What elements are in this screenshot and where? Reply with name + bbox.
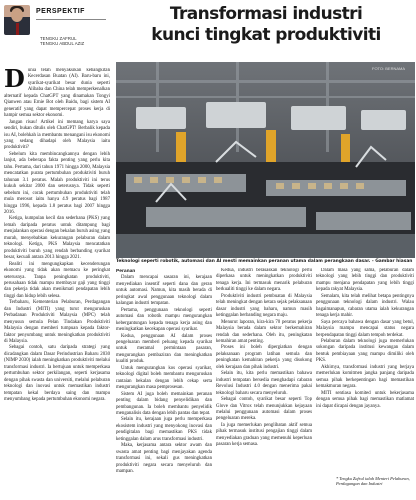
paragraph: Pelaburan dalam teknologi juga memerlukan sokongan daripada institusi kewangan dalam bentuk pembiayaan yang mampu dimiliki oleh PKS. xyxy=(316,338,414,364)
paragraph: Realiti ini mengungkapkan kecenderungan ekonomi yang tidak akan memacu ke peringkat seterusnya. Tanpa peningkatan produktiviti, perusahaan tidak mampu membayar gaji yang tinggi dan pekerja tidak akan menikmati pendapatan lebih tinggi dan hidup lebih selesa. xyxy=(4,261,110,299)
paragraph: Sebelum kita membincangkannya dengan lebih lanjut, ada beberapa fakta penting yang perlu kita tahu. Pertama, dari tahun 1971 hingga 2000, Malaysia mencatatkan purata pertumbuhan produktiviti buruh tahunan 3.1 peratus. Malah produktiviti ini terus kukuh sekitar 2000 dan seterusnya. Tidak seperti sebelum ini, corak pertumbuhan produktiviti telah mula merosot iaitu hanya 4.9 peratus bagi 1987 hingga 1996, kepada 1.8 peratus bagi 2007 hingga 2016. xyxy=(4,151,110,215)
paragraph: Dalam mencapai sasaran ini, kerajaan menyediakan insentif seperti dana dan geran untuk automasi. Namun, kita masih berada di peringkat awal penggunaan teknologi dalam kalangan industri tempatan. xyxy=(116,275,212,307)
paragraph: Dalam masa yang sama, pelaburan dalam teknologi yang lebih tinggi dan produktiviti mampu menjana pendapatan yang lebih tinggi kepada rakyat Malaysia. xyxy=(316,268,414,293)
author-byline xyxy=(40,36,84,46)
photo-credit: FOTO: BERNAMA xyxy=(372,66,406,71)
author-surname: TENGKU ABDUL AZIZ xyxy=(40,41,85,47)
paragraph: Kedua, penggunaan AI dalam proses pengeluaran memberi peluang kepada syarikat untuk meramal permintaan pasaran, mengurangkan pembaziran dan meningkatkan kualiti produk. xyxy=(116,333,212,365)
paragraph: Maka, kerjasama antara sektor awam dan swasta amat penting bagi menjayakan agenda transformasi ini, sekali gus meningkatkan produktiviti negara secara menyeluruh dan mampan. xyxy=(116,443,212,475)
subheading-peranan: Peranan xyxy=(116,269,136,274)
headline xyxy=(118,4,414,46)
paragraph: MITI sentiasa komited untuk bekerjasama dengan semua pihak bagi memastikan matlamat ini dapat dicapai dengan jayanya. xyxy=(316,390,414,409)
paragraph: Akhirnya, transformasi industri yang berjaya memerlukan komitmen jangka panjang daripada semua pihak berkepentingan bagi memastikan kemakmuran negara. xyxy=(316,364,414,390)
paragraph: Selain itu, kita perlu memastikan bahawa industri tempatan bersedia menghadapi cabaran Revolusi Industri 4.0 dengan menerima pakai teknologi baharu secara menyeluruh. xyxy=(216,371,312,396)
drop-cap: D xyxy=(4,68,25,93)
paragraph: Jangan risau! Artikel ini memang karya saya sendiri, bukan ditulis oleh ChatGPT! Berbalik kepada isu AI, bolehkah ia membantu menangani isu ekonomi yang sedang dihadapi oleh Malaysia iaitu produktiviti? xyxy=(4,119,110,151)
paragraph: Produktiviti industri pembuatan di Malaysia telah meningkat dengan ketara sejak pelaksanaan dasar industri yang baharu, namun masih ketinggalan berbanding negara maju. xyxy=(216,293,312,319)
headline-line-1: Transformasi industri xyxy=(169,4,363,24)
column-name: PERSPEKTIF xyxy=(36,8,85,15)
author-footnote: * Tengku Zafrul ialah Menteri Pelaburan, Perdagangan dan Industri xyxy=(336,476,410,487)
paragraph: Sebagai contoh, syarikat besar seperti Top Glove dan Vitrox telah menunjukkan kejayaan melalui penggunaan automasi dalam proses pengeluaran mereka. xyxy=(216,397,312,422)
paragraph: Ketiga, kumpulan kecil dan sederhana (PKS) yang lemah daripada peratus untuk ditampung bagi menjalankan operasi dengan bekalan buruh asing yang murah, menyebabkan kekurangan pelaburan dalam teknologi. Ketiga, PKS Malaysia mencatatkan produktiviti buruh yang rendah berbanding syarikat besar, kecuali antara 2013 hingga 2021. xyxy=(4,216,110,261)
paragraph: Semalam, kita telah melihat betapa pentingnya penggunaan teknologi dalam industri. Walau bagaimanapun, cabaran utama ialah kekurangan tenaga kerja mahir. xyxy=(316,293,414,319)
paragraph: Selain itu, kerajaan juga perlu memperkasa ekosistem industri yang menyokong inovasi dan pendigitalan bagi memastikan PKS tidak ketinggalan dalam arus transformasi industri. xyxy=(116,417,212,442)
article-column-1 xyxy=(4,68,110,484)
photo-caption: Teknologi seperti robotik, automasi dan AI mesti memainkan peranan utama dalam perangkaan dasar. - Gambar hiasan xyxy=(116,259,413,264)
headline-line-2: kunci tingkat produktiviti xyxy=(151,25,381,45)
article-column-3 xyxy=(216,268,312,496)
paragraph: Sistem AI juga boleh memainkan peranan penting dalam bidang penyelidikan dan pembangunan. Ia boleh membantu penyelidik menganalisis data dengan lebih pantas dan tepat. xyxy=(116,391,212,416)
article-column-2 xyxy=(116,268,212,496)
author-photo xyxy=(4,5,30,35)
paragraph: Proses ini boleh dipergiatkan dengan pelaksanaan program latihan semula dan peningkatan kemahiran pekerja yang disokong oleh kerajaan dan pihak industri. xyxy=(216,345,312,370)
article-column-4 xyxy=(316,268,414,474)
paragraph: Kedua, industri berasaskan teknologi perlu diperkasa untuk meningkatkan produktiviti tenaga kerja. Ini termasuk menarik pelaburan berkualiti tinggi ke dalam negara. xyxy=(216,268,312,293)
paragraph: Saya percaya bahawa dengan dasar yang betul, Malaysia mampu mencapai status negara berpendapatan tinggi dalam tempoh terdekat. xyxy=(316,319,414,338)
divider xyxy=(36,19,106,20)
paragraph: Pertama, penggunaan teknologi seperti automasi dan robotik mampu mengurangkan kebergantungan kepada tenaga kerja asing dan meningkatkan kecekapan operasi syarikat. xyxy=(116,307,212,333)
paragraph: unia telah menyaksikan kebangkitan Kecerdasan Buatan (AI). Baru-baru ini, syarikat-syarikat besar dunia seperti Alibaba dan China telah memperkenalkan alternatif kepada ChatGPT yang dinamakan Tongyi Qianwen atau Ernie Bot oleh Baidu, bagi sistem AI generatif yang dapat mempercepat proses kerja di hampir semua sektor ekonomi. xyxy=(4,68,110,119)
factory-photo xyxy=(116,62,415,258)
paragraph: Sebagai contoh, satu daripada strategi yang dicadangkan dalam Dasar Perindustrian Baharu 2030 (NIMP 2030) ialah meningkatkan produktiviti melalui transformasi industri. Ia bertujuan untuk memperkasa pertumbuhan sektor perkilangan, seperti kerjasama dengan pihak swasta dan universiti, melalui pelaburan teknologi dan inovasi untuk memastikan industri tempatan kekal berdaya saing dan mampu menyumbang kepada pertumbuhan ekonomi negara. xyxy=(4,345,110,403)
paragraph: Ia juga memerlukan penglibatan aktif semua pihak termasuk institusi pengajian tinggi dalam menyediakan graduan yang memenuhi keperluan pasaran kerja semasa. xyxy=(216,422,312,448)
paragraph: Menurut laporan, kira-kira 70 peratus pekerja Malaysia berada dalam sektor berkemahiran rendah dan sederhana. Oleh itu, peningkatan kemahiran amat penting. xyxy=(216,319,312,344)
paragraph: Untuk mengurangkan kos operasi syarikat, teknologi digital boleh membantu menguruskan rantaian bekalan dengan lebih cekap serta mengurangkan masa pemprosesan. xyxy=(116,365,212,391)
author-name: TENGKU ZAFRUL xyxy=(40,36,77,41)
paragraph: Terbaharu, Kementerian Pelaburan, Perdagangan dan Industri (MITI) yang turut menguruskan Perbadanan Produktiviti Malaysia (MPC) telah menyusun semula Pelan Tindakan Produktiviti Malaysia dengan memberi tumpuan kepada faktor-faktor penyumbang untuk meningkatkan produktiviti di Malaysia. xyxy=(4,300,110,345)
